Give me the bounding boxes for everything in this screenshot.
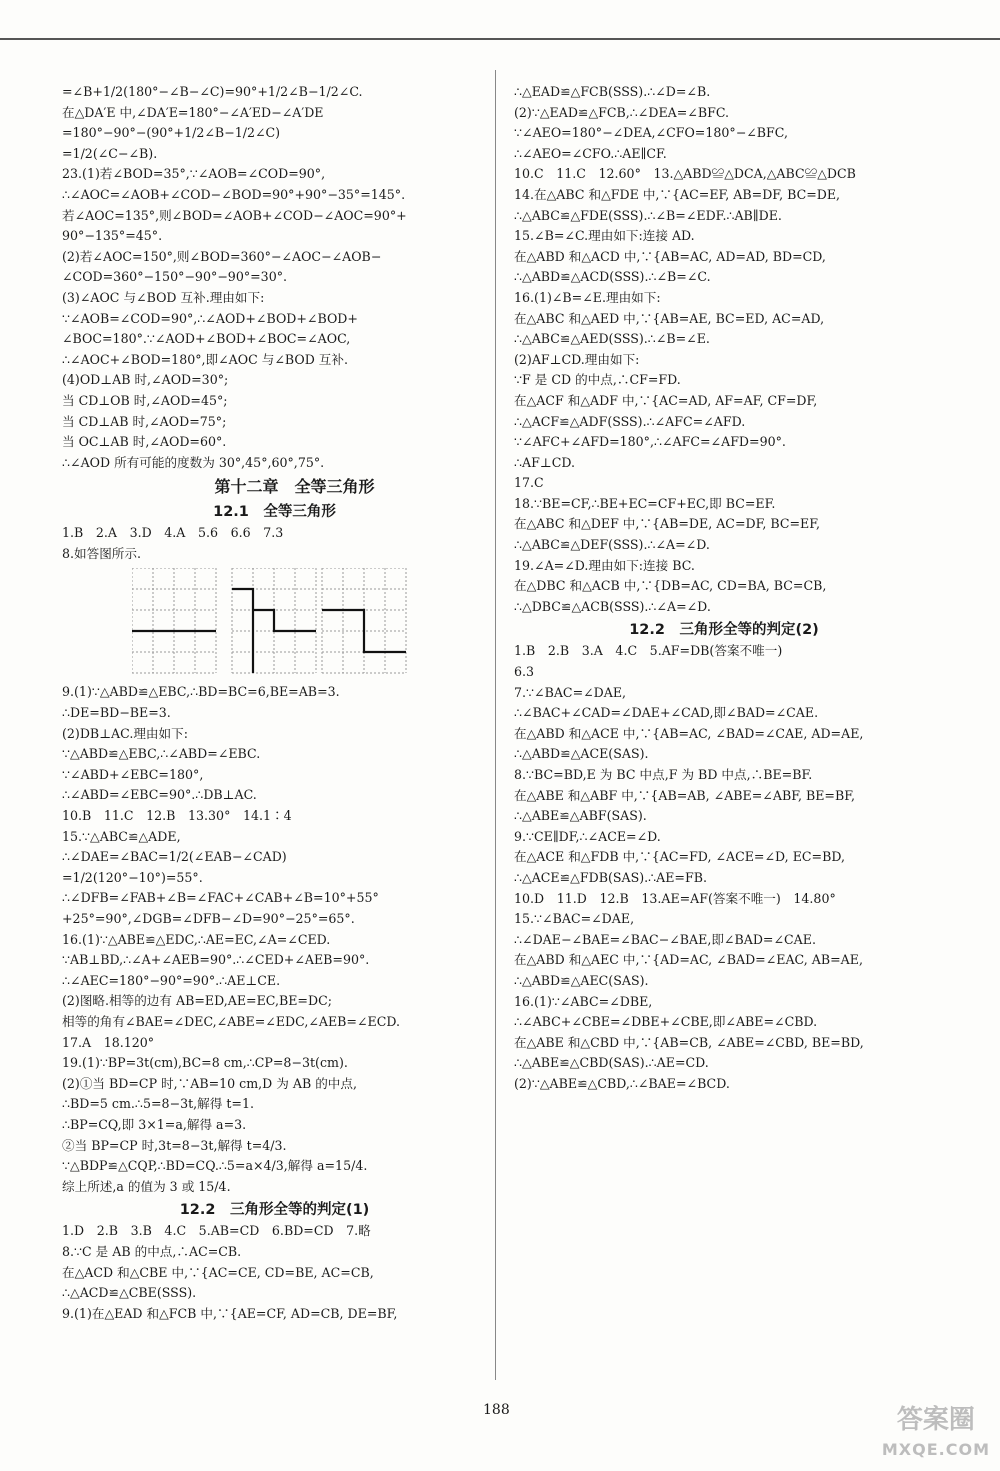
answer-line: ∴△EAD≌△FCB(SSS).∴∠D=∠B. bbox=[514, 84, 711, 99]
answer-line: ∴∠AOD 所有可能的度数为 30°,45°,60°,75°. bbox=[62, 454, 325, 470]
answer-line: 17.A 18.120° bbox=[62, 1034, 155, 1050]
answer-line: ∴△ABD≌△ACE(SAS). bbox=[514, 746, 649, 762]
answer-line: (2)DB⊥AC.理由如下: bbox=[62, 725, 188, 741]
answer-line: 7.∵∠BAC=∠DAE, bbox=[514, 684, 627, 700]
answer-line: ∴∠AOC+∠BOD=180°,即∠AOC 与∠BOD 互补. bbox=[62, 351, 348, 367]
answer-line: (2)若∠AOC=150°,则∠BOD=360°−∠AOC−∠AOB− bbox=[62, 248, 382, 264]
answer-line: =180°−90°−(90°+1/2∠B−1/2∠C) bbox=[62, 125, 281, 141]
answer-line: 在△ABD 和△AEC 中,∵{AD=AC, ∠BAD=∠EAC, AB=AE, bbox=[514, 952, 863, 968]
answer-line: 10.D 11.D 12.B 13.AE=AF(答案不唯一) 14.80° bbox=[514, 890, 836, 906]
answer-line: 当 CD⊥AB 时,∠AOD=75°; bbox=[62, 413, 227, 429]
answer-line: ∴∠BAC+∠CAD=∠DAE+∠CAD,即∠BAD=∠CAE. bbox=[514, 705, 819, 721]
answer-line: ∴∠DAE=∠BAC=1/2(∠EAB−∠CAD) bbox=[62, 849, 287, 865]
page-number: 188 bbox=[483, 1402, 510, 1418]
answer-line: ∴BP=CQ,即 3×1=a,解得 a=3. bbox=[62, 1116, 247, 1132]
answer-line: 16.(1)∵△ABE≌△EDC,∴AE=EC,∠A=∠CED. bbox=[62, 931, 331, 947]
answer-line: 19.(1)∵BP=3t(cm),BC=8 cm,∴CP=8−3t(cm). bbox=[62, 1055, 348, 1071]
answer-line: 9.∵CE∥DF,∴∠ACE=∠D. bbox=[514, 828, 661, 844]
grid-figure bbox=[132, 568, 412, 678]
left-column bbox=[62, 82, 487, 1324]
answer-line: 14.在△ABC 和△FDE 中,∵{AC=EF, AB=DF, BC=DE, bbox=[514, 186, 841, 202]
watermark-logo bbox=[882, 1405, 990, 1465]
answer-line: 18.∵BE=CF,∴BE+EC=CF+EC,即 BC=EF. bbox=[514, 495, 776, 511]
answer-line: (2)∵△ABE≌△CBD,∴∠BAE=∠BCD. bbox=[514, 1075, 730, 1091]
answer-line: ∵AB⊥BD,∴∠A+∠AEB=90°.∴∠CED+∠AEB=90°. bbox=[62, 952, 370, 968]
column-divider bbox=[495, 70, 496, 1380]
answer-line: ∴△ACD≌△CBE(SSS). bbox=[62, 1285, 197, 1301]
answer-line: ∴△ABE≌△CBD(SAS).∴AE=CD. bbox=[514, 1055, 709, 1071]
answer-line: ∴∠ABC+∠CBE=∠DBE+∠CBE,即∠ABE=∠CBD. bbox=[514, 1014, 818, 1030]
answer-line: 在△ABD 和△ACD 中,∵{AB=AC, AD=AD, BD=CD, bbox=[514, 248, 826, 264]
answer-line: (2)①当 BD=CP 时,∵AB=10 cm,D 为 AB 的中点, bbox=[62, 1075, 357, 1091]
answer-line: ∴∠DFB=∠FAB+∠B=∠FAC+∠CAB+∠B=10°+55° bbox=[62, 890, 379, 906]
answer-line: 若∠AOC=135°,则∠BOD=∠AOB+∠COD−∠AOC=90°+ bbox=[62, 207, 407, 223]
answer-line: 8.∵C 是 AB 的中点,∴AC=CB. bbox=[62, 1243, 242, 1259]
answer-line: ∴∠ABD=∠EBC=90°.∴DB⊥AC. bbox=[62, 787, 257, 803]
answer-line: 15.∠B=∠C.理由如下:连接 AD. bbox=[514, 228, 695, 244]
watermark-url: MXQE.COM bbox=[881, 1440, 990, 1459]
answer-line: ∴△ABC≌△DEF(SSS).∴∠A=∠D. bbox=[514, 537, 710, 553]
answer-line: 1.B 2.B 3.A 4.C 5.AF=DB(答案不唯一) bbox=[514, 643, 783, 659]
answer-line: ∵∠AEO=180°−∠DEA,∠CFO=180°−∠BFC, bbox=[514, 125, 788, 141]
answer-line: ∵F 是 CD 的中点,∴CF=FD. bbox=[514, 372, 681, 388]
answer-line: ∴△ABC≌△AED(SSS).∴∠B=∠E. bbox=[514, 331, 710, 347]
answer-line: 10.B 11.C 12.B 13.30° 14.1∶4 bbox=[62, 808, 292, 824]
answer-line: (2)图略.相等的边有 AB=ED,AE=EC,BE=DC; bbox=[62, 993, 332, 1009]
answer-line: 16.(1)∵∠ABC=∠DBE, bbox=[514, 993, 653, 1009]
answer-line: ∴△ABD≌△ACD(SSS).∴∠B=∠C. bbox=[514, 269, 711, 285]
answer-line: 当 OC⊥AB 时,∠AOD=60°. bbox=[62, 434, 227, 450]
answer-line: ∴∠AOC=∠AOB+∠COD−∠BOD=90°+90°−35°=145°. bbox=[62, 186, 406, 202]
answer-line: 16.(1)∠B=∠E.理由如下: bbox=[514, 289, 661, 305]
top-rule bbox=[0, 38, 1000, 40]
answer-line: ∴△ACE≌△FDB(SAS).∴AE=FB. bbox=[514, 869, 707, 885]
answer-line: 6.3 bbox=[514, 664, 535, 680]
answer-line: 综上所述,a 的值为 3 或 15/4. bbox=[62, 1178, 231, 1194]
answer-line: 15.∵△ABC≌△ADE, bbox=[62, 828, 181, 844]
answer-line: +25°=90°,∠DGB=∠DFB−∠D=90°−25°=65°. bbox=[62, 911, 355, 926]
answer-line: (3)∠AOC 与∠BOD 互补.理由如下: bbox=[62, 289, 265, 305]
answer-line: 8.如答图所示. bbox=[62, 545, 141, 561]
answer-line: (2)∵△EAD≌△FCB,∴∠DEA=∠BFC. bbox=[514, 104, 730, 120]
answer-line: 在△ACE 和△FDB 中,∵{AC=FD, ∠ACE=∠D, EC=BD, bbox=[514, 849, 845, 865]
answer-line: 10.C 11.C 12.60° 13.△ABD≌△DCA,△ABC≌△DCB bbox=[514, 166, 856, 182]
answer-line: ∴BD=5 cm.∴5=8−3t,解得 t=1. bbox=[62, 1096, 254, 1112]
answer-line: ∴DE=BD−BE=3. bbox=[62, 705, 171, 721]
answer-line: ∵∠AOB=∠COD=90°,∴∠AOD+∠BOD+∠BOD+ bbox=[62, 310, 358, 326]
section-heading: 12.2 三角形全等的判定(2) bbox=[629, 622, 819, 639]
answer-line: 在△DA′E 中,∠DA′E=180°−∠A′ED−∠A′DE bbox=[62, 104, 324, 120]
answer-line: ∴△ABC≌△FDE(SSS).∴∠B=∠EDF.∴AB∥DE. bbox=[514, 207, 782, 223]
answer-line: 在△ABC 和△AED 中,∵{AB=AE, BC=ED, AC=AD, bbox=[514, 310, 825, 326]
answer-line: ∴△ACF≌△ADF(SSS).∴∠AFC=∠AFD. bbox=[514, 413, 746, 429]
section-heading: 12.1 全等三角形 bbox=[213, 504, 336, 521]
answer-line: 90°−135°=45°. bbox=[62, 228, 163, 244]
answer-line: 在△ACF 和△ADF 中,∵{AC=AD, AF=AF, CF=DF, bbox=[514, 392, 818, 408]
answer-line: =1/2(120°−10°)=55°. bbox=[62, 869, 203, 885]
section-heading: 第十二章 全等三角形 bbox=[214, 477, 375, 497]
answer-line: ∴AF⊥CD. bbox=[514, 454, 575, 470]
answer-line: 19.∠A=∠D.理由如下:连接 BC. bbox=[514, 557, 695, 573]
answer-line: 1.B 2.A 3.D 4.A 5.6 6.6 7.3 bbox=[62, 525, 284, 541]
answer-line: (2)AF⊥CD.理由如下: bbox=[514, 351, 640, 367]
answer-line: =∠B+1/2(180°−∠B−∠C)=90°+1/2∠B−1/2∠C. bbox=[62, 84, 363, 99]
answer-line: 相等的角有∠BAE=∠DEC,∠ABE=∠EDC,∠AEB=∠ECD. bbox=[62, 1013, 401, 1029]
answer-line: 在△ABE 和△CBD 中,∵{AB=CB, ∠ABE=∠CBD, BE=BD, bbox=[514, 1034, 864, 1050]
answer-line: ∴△ABD≌△AEC(SAS). bbox=[514, 972, 649, 988]
answer-line: 23.(1)若∠BOD=35°,∵∠AOB=∠COD=90°, bbox=[62, 166, 326, 182]
answer-line: ∠BOC=180°.∵∠AOD+∠BOD+∠BOC=∠AOC, bbox=[62, 331, 351, 347]
answer-line: ∵∠ABD+∠EBC=180°, bbox=[62, 766, 204, 782]
answer-line: 当 CD⊥OB 时,∠AOD=45°; bbox=[62, 392, 228, 408]
right-column bbox=[514, 82, 934, 1095]
answer-line: 在△ABE 和△ABF 中,∵{AB=AB, ∠ABE=∠ABF, BE=BF, bbox=[514, 787, 856, 803]
answer-line: ∴∠DAE−∠BAE=∠BAC−∠BAE,即∠BAD=∠CAE. bbox=[514, 931, 816, 947]
answer-line: 1.D 2.B 3.B 4.C 5.AB=CD 6.BD=CD 7.略 bbox=[62, 1223, 371, 1239]
answer-line: =1/2(∠C−∠B). bbox=[62, 145, 158, 161]
answer-line: 在△DBC 和△ACB 中,∵{DB=AC, CD=BA, BC=CB, bbox=[514, 578, 827, 594]
answer-line: ∴△ABE≌△ABF(SAS). bbox=[514, 808, 647, 824]
answer-line: ②当 BP=CP 时,3t=8−3t,解得 t=4/3. bbox=[62, 1137, 287, 1153]
answer-line: 在△ABC 和△DEF 中,∵{AB=DE, AC=DF, BC=EF, bbox=[514, 516, 821, 532]
answer-line: (4)OD⊥AB 时,∠AOD=30°; bbox=[62, 372, 229, 388]
answer-line: 在△ABD 和△ACE 中,∵{AB=AC, ∠BAD=∠CAE, AD=AE, bbox=[514, 725, 864, 741]
answer-line: ∵∠AFC+∠AFD=180°,∴∠AFC=∠AFD=90°. bbox=[514, 434, 786, 450]
answer-figure-grid bbox=[62, 564, 487, 682]
watermark-logo-text: 答案圈 bbox=[896, 1405, 975, 1435]
answer-line: 15.∵∠BAC=∠DAE, bbox=[514, 911, 635, 927]
answer-line: 17.C bbox=[514, 475, 544, 491]
answer-line: ∴△DBC≌△ACB(SSS).∴∠A=∠D. bbox=[514, 598, 711, 614]
answer-line: 在△ACD 和△CBE 中,∵{AC=CE, CD=BE, AC=CB, bbox=[62, 1264, 374, 1280]
answer-line: ∵△BDP≌△CQP,∴BD=CQ.∴5=a×4/3,解得 a=15/4. bbox=[62, 1158, 368, 1174]
answer-line: 9.(1)在△EAD 和△FCB 中,∵{AE=CF, AD=CB, DE=BF, bbox=[62, 1305, 398, 1321]
answer-line: 8.∵BC=BD,E 为 BC 中点,F 为 BD 中点,∴BE=BF. bbox=[514, 767, 813, 782]
answer-line: ∴∠AEO=∠CFO.∴AE∥CF. bbox=[514, 145, 667, 161]
answer-line: ∴∠AEC=180°−90°=90°.∴AE⊥CE. bbox=[62, 972, 281, 988]
section-heading: 12.2 三角形全等的判定(1) bbox=[179, 1202, 370, 1219]
answer-line: 9.(1)∵△ABD≌△EBC,∴BD=BC=6,BE=AB=3. bbox=[62, 684, 340, 700]
answer-line: ∵△ABD≌△EBC,∴∠ABD=∠EBC. bbox=[62, 746, 261, 762]
answer-line: ∠COD=360°−150°−90°−90°=30°. bbox=[62, 269, 288, 285]
